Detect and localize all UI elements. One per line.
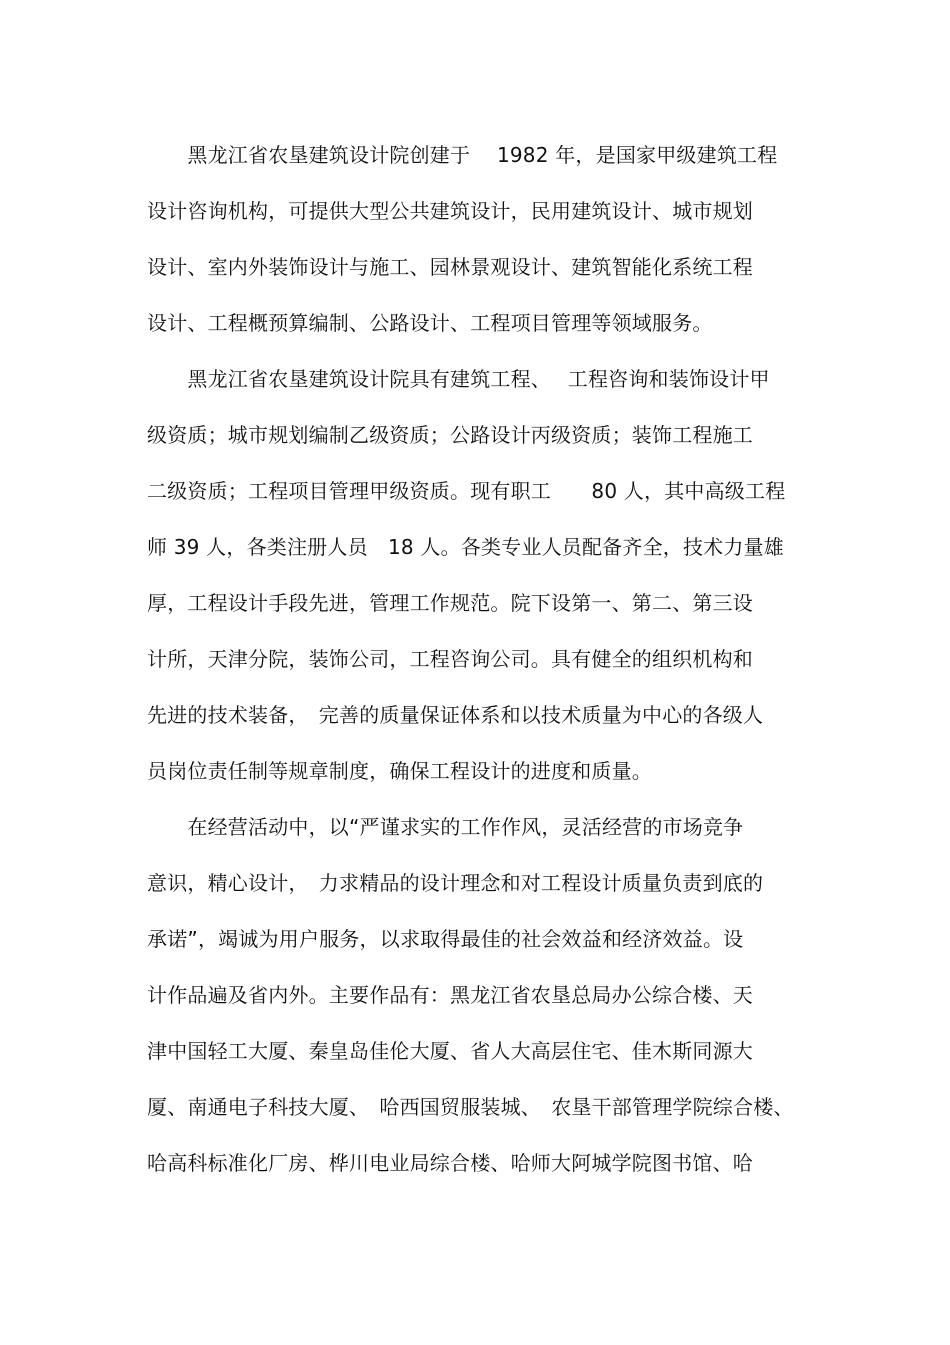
paragraph-line: 津中国轻工大厦、秦皇岛佳伦大厦、省人大高层住宅、佳木斯同源大 bbox=[147, 1039, 753, 1063]
paragraph-line: 师 39 人，各类注册人员 18 人。各类专业人员配备齐全，技术力量雄 bbox=[147, 535, 784, 559]
paragraph-line: 二级资质；工程项目管理甲级资质。现有职工 80 人，其中高级工程 bbox=[147, 479, 786, 503]
paragraph-line: 承诺”，竭诚为用户服务，以求取得最佳的社会效益和经济效益。设 bbox=[147, 927, 744, 951]
paragraph-line: 意识，精心设计， 力求精品的设计理念和对工程设计质量负责到底的 bbox=[147, 871, 764, 895]
paragraph-line: 级资质；城市规划编制乙级资质；公路设计丙级资质；装饰工程施工 bbox=[147, 423, 753, 447]
paragraph-line: 在经营活动中，以“严谨求实的工作作风，灵活经营的市场竞争 bbox=[147, 815, 744, 839]
paragraph-line: 计作品遍及省内外。主要作品有：黑龙江省农垦总局办公综合楼、天 bbox=[147, 983, 753, 1007]
paragraph-line: 哈高科标准化厂房、桦川电业局综合楼、哈师大阿城学院图书馆、哈 bbox=[147, 1151, 753, 1175]
paragraph-line: 厦、南通电子科技大厦、 哈西国贸服装城、 农垦干部管理学院综合楼、 bbox=[147, 1095, 794, 1119]
paragraph-line: 厚，工程设计手段先进，管理工作规范。院下设第一、第二、第三设 bbox=[147, 591, 753, 615]
paragraph-line: 黑龙江省农垦建筑设计院具有建筑工程、 工程咨询和装饰设计甲 bbox=[147, 367, 770, 391]
paragraph-line: 员岗位责任制等规章制度，确保工程设计的进度和质量。 bbox=[147, 759, 652, 783]
paragraph-line: 先进的技术装备， 完善的质量保证体系和以技术质量为中心的各级人 bbox=[147, 703, 764, 727]
paragraph-line: 计所，天津分院，装饰公司，工程咨询公司。具有健全的组织机构和 bbox=[147, 647, 753, 671]
paragraph-line: 设计咨询机构，可提供大型公共建筑设计，民用建筑设计、城市规划 bbox=[147, 199, 753, 223]
paragraph-line: 设计、工程概预算编制、公路设计、工程项目管理等领域服务。 bbox=[147, 311, 713, 335]
paragraph-line: 设计、室内外装饰设计与施工、园林景观设计、建筑智能化系统工程 bbox=[147, 255, 753, 279]
paragraph-line: 黑龙江省农垦建筑设计院创建于 1982 年，是国家甲级建筑工程 bbox=[147, 143, 778, 167]
